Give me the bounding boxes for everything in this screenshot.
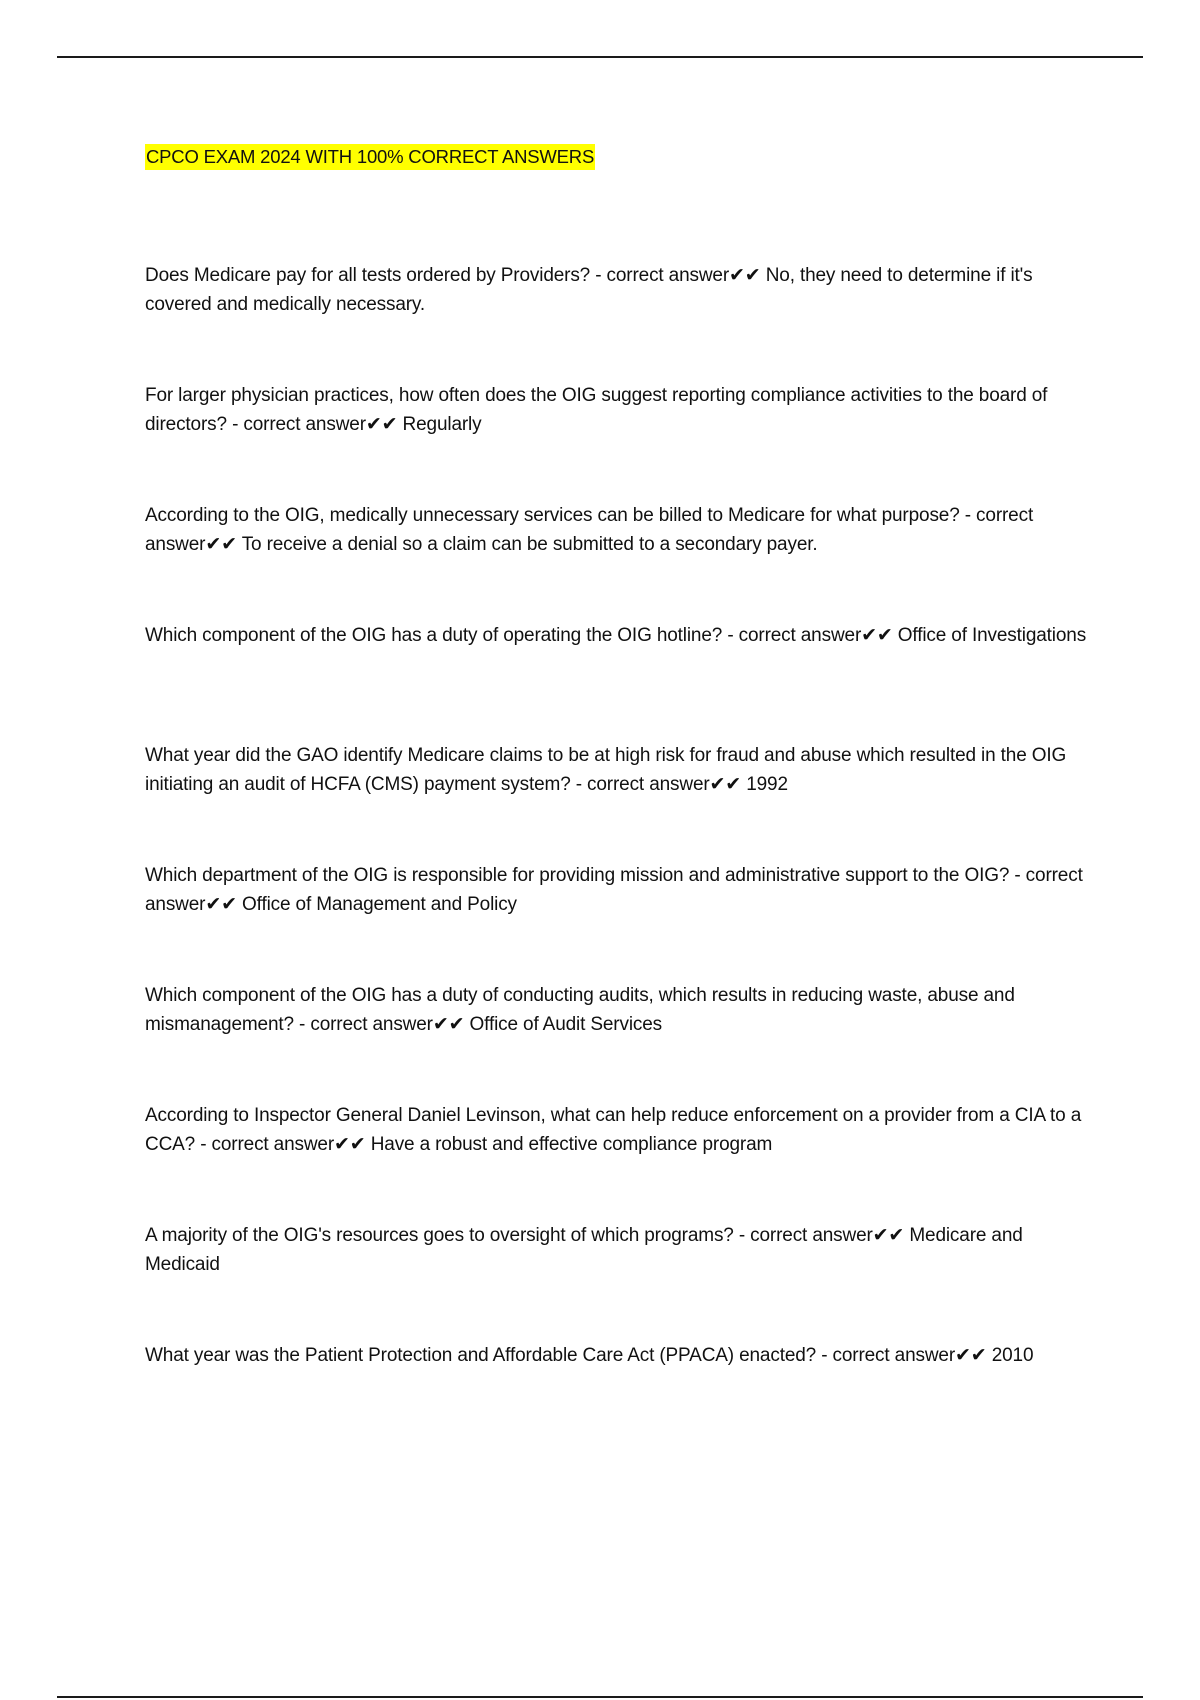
question-text: Which department of the OIG is responsible for providing mission and administrative support to the OIG? xyxy=(145,865,1010,886)
qa-item xyxy=(145,502,1090,622)
question-text: What year was the Patient Protection and Affordable Care Act (PPACA) enacted? xyxy=(145,1345,817,1366)
answer-separator: - correct answer✔✔ xyxy=(293,1013,470,1035)
qa-list xyxy=(145,262,1090,1462)
answer-text: 1992 xyxy=(746,773,788,795)
answer-text: No, they need to determine if it's covered and medically necessary. xyxy=(145,265,1033,315)
document-body xyxy=(145,144,1090,1366)
answer-separator: - correct answer✔✔ xyxy=(722,625,898,646)
qa-item xyxy=(145,1102,1090,1222)
qa-item xyxy=(145,382,1090,502)
question-text: According to the OIG, medically unnecessary services can be billed to Medicare for what purpose? xyxy=(145,505,960,526)
answer-text: Medicare and Medicaid xyxy=(145,1225,1023,1275)
document-title: CPCO EXAM 2024 WITH 100% CORRECT ANSWERS xyxy=(145,144,595,170)
qa-item xyxy=(145,742,1090,862)
answer-text: 2010 xyxy=(991,1345,1034,1366)
question-text: According to Inspector General Daniel Levinson, what can help reduce enforcement on a provider from a CIA to a CCA? xyxy=(145,1105,1082,1155)
answer-separator: - correct answer✔✔ xyxy=(590,265,766,286)
footer-rule xyxy=(57,1696,1143,1698)
answer-separator: - correct answer✔✔ xyxy=(145,505,1034,555)
answer-separator: - correct answer✔✔ xyxy=(195,1133,371,1155)
answer-text: To receive a denial so a claim can be submitted to a secondary payer. xyxy=(241,533,818,555)
answer-separator: - correct answer✔✔ xyxy=(570,773,747,795)
question-text: Which component of the OIG has a duty of conducting audits, which results in reducing waste, abuse and mismanagement? xyxy=(145,985,1015,1035)
answer-text: Regularly xyxy=(402,413,482,435)
answer-separator: - correct answer✔✔ xyxy=(145,865,1083,915)
qa-item xyxy=(145,1342,1090,1462)
answer-text: Have a robust and effective compliance program xyxy=(370,1133,773,1155)
question-text: Which component of the OIG has a duty of operating the OIG hotline? xyxy=(145,625,723,646)
answer-separator: - correct answer✔✔ xyxy=(733,1225,910,1246)
question-text: A majority of the OIG's resources goes to oversight of which programs? xyxy=(145,1225,734,1246)
qa-item xyxy=(145,862,1090,982)
answer-text: Office of Investigations xyxy=(897,625,1087,646)
question-text: What year did the GAO identify Medicare claims to be at high risk for fraud and abuse which resulted in the OIG initiating an audit of HCFA (CMS) payment system? xyxy=(145,745,1067,795)
header-rule xyxy=(57,56,1143,58)
question-text: Does Medicare pay for all tests ordered by Providers? xyxy=(145,265,591,286)
answer-separator: - correct answer✔✔ xyxy=(226,413,403,435)
question-text: For larger physician practices, how often does the OIG suggest reporting compliance activities to the board of directors? xyxy=(145,385,1048,435)
answer-text: Office of Audit Services xyxy=(469,1013,663,1035)
qa-item xyxy=(145,1222,1090,1342)
qa-item xyxy=(145,622,1090,742)
qa-item xyxy=(145,262,1090,382)
qa-item xyxy=(145,982,1090,1102)
answer-text: Office of Management and Policy xyxy=(242,893,517,915)
answer-separator: - correct answer✔✔ xyxy=(816,1345,992,1366)
